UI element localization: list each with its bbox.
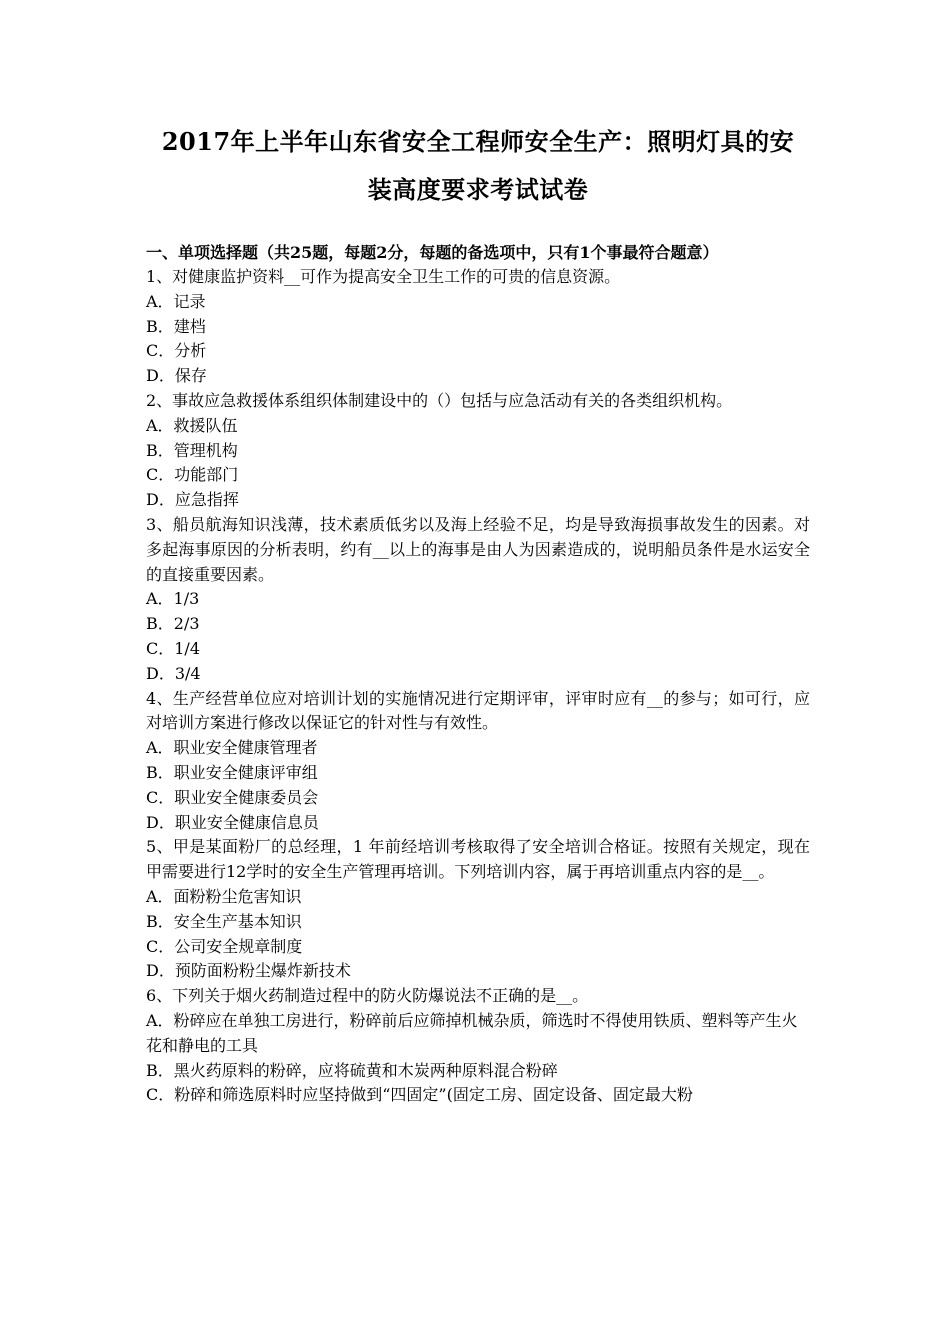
option-c: C．公司安全规章制度	[146, 936, 303, 956]
option-a: A．记录	[146, 291, 206, 311]
option-c: C．功能部门	[146, 465, 239, 485]
question-2	[146, 389, 810, 513]
option-c: C．分析	[146, 341, 207, 361]
question-text: 4、生产经营单位应对培训计划的实施情况进行定期评审，评审时应有__的参与；如可行，应对培训方案进行修改以保证它的针对性与有效性。	[146, 688, 810, 733]
option-c: C．粉碎和筛选原料时应坚持做到“四固定”(固定工房、固定设备、固定最大粉	[146, 1085, 693, 1105]
option-a: A．1/3	[146, 589, 200, 609]
option-d: D．预防面粉粉尘爆炸新技术	[146, 961, 351, 981]
question-text: 6、下列关于烟火药制造过程中的防火防爆说法不正确的是__。	[146, 986, 589, 1006]
question-1	[146, 265, 810, 389]
title-line-1: 2017年上半年山东省安全工程师安全生产：照明灯具的安	[161, 127, 795, 156]
option-a: A．职业安全健康管理者	[146, 738, 318, 758]
option-a: A．粉碎应在单独工房进行，粉碎前后应筛掉机械杂质，筛选时不得使用铁质、塑料等产生火花和静电的工具	[146, 1010, 798, 1055]
section-heading: 一、单项选择题（共25题，每题2分，每题的备选项中，只有1个事最符合题意）	[146, 243, 719, 262]
option-b: B．建档	[146, 316, 206, 336]
question-text: 2、事故应急救援体系组织体制建设中的（）包括与应急活动有关的各类组织机构。	[146, 390, 733, 410]
question-text: 5、甲是某面粉厂的总经理，1 年前经培训考核取得了安全培训合格证。按照有关规定，现在甲需要进行12学时的安全生产管理再培训。下列培训内容，属于再培训重点内容的是__。	[146, 837, 810, 882]
question-text: 1、对健康监护资料__可作为提高安全卫生工作的可贵的信息资源。	[146, 267, 621, 286]
question-5	[146, 835, 810, 984]
option-d: D．保存	[146, 366, 207, 386]
option-d: D．3/4	[146, 663, 201, 683]
option-d: D．职业安全健康信息员	[146, 812, 319, 832]
option-b: B．黑火药原料的粉碎，应将硫黄和木炭两种原料混合粉碎	[146, 1060, 558, 1080]
question-text: 3、船员航海知识浅薄，技术素质低劣以及海上经验不足，均是导致海损事故发生的因素。对多起海事原因的分析表明，约有__以上的海事是由人为因素造成的，说明船员条件是水运安全的直接重要因素。	[146, 514, 810, 584]
question-3	[146, 513, 810, 687]
option-a: A．面粉粉尘危害知识	[146, 886, 302, 906]
document-page	[146, 118, 810, 1108]
document-title	[146, 118, 810, 214]
title-line-2: 装高度要求考试试卷	[367, 175, 589, 204]
option-c: C．职业安全健康委员会	[146, 787, 319, 807]
option-b: B．2/3	[146, 614, 200, 634]
option-a: A．救援队伍	[146, 415, 238, 435]
question-4	[146, 687, 810, 836]
option-b: B．职业安全健康评审组	[146, 762, 318, 782]
option-b: B．安全生产基本知识	[146, 911, 302, 931]
question-6	[146, 984, 810, 1108]
option-c: C．1/4	[146, 638, 200, 658]
option-d: D．应急指挥	[146, 490, 239, 510]
option-b: B．管理机构	[146, 440, 238, 460]
